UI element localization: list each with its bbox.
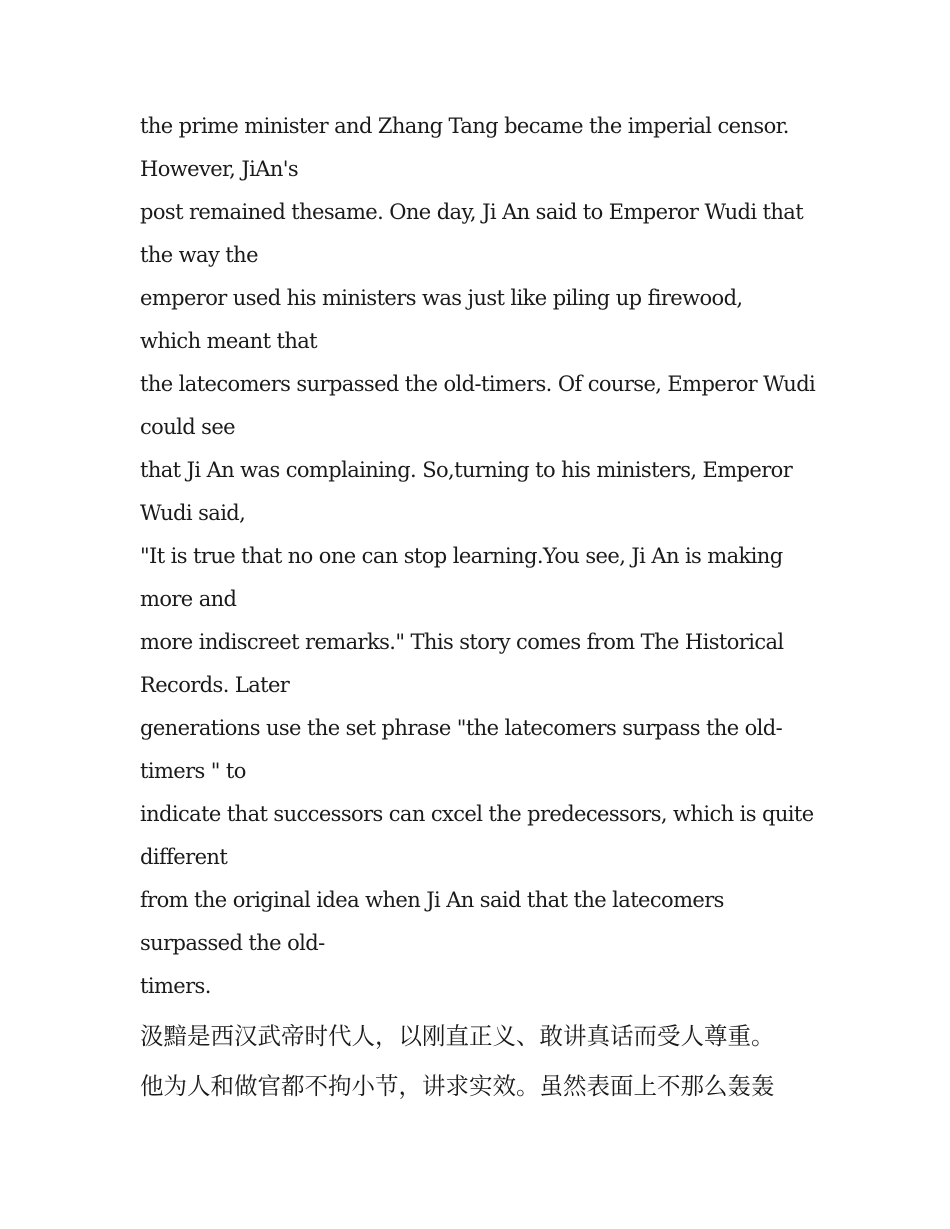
text-line: the prime minister and Zhang Tang became the imperial censor.: [140, 114, 789, 138]
text-line: more indiscreet remarks." This story comes from The Historical: [140, 630, 784, 654]
text-line: different: [140, 845, 228, 869]
text-line: more and: [140, 587, 237, 611]
text-line: 汲黯是西汉武帝时代人，以刚直正义、敢讲真话而受人尊重。: [140, 1022, 775, 1050]
chinese-paragraph: [140, 1011, 830, 1111]
text-line: emperor used his ministers was just like piling up firewood,: [140, 286, 743, 310]
text-line: Records. Later: [140, 673, 290, 697]
text-line: timers.: [140, 974, 211, 998]
text-line: from the original idea when Ji An said that the latecomers: [140, 888, 724, 912]
document-page: [140, 105, 830, 1111]
text-line: could see: [140, 415, 235, 439]
text-line: However, JiAn's: [140, 157, 299, 181]
text-line: indicate that successors can cxcel the predecessors, which is quite: [140, 802, 814, 826]
text-line: "It is true that no one can stop learning.You see, Ji An is making: [140, 544, 783, 568]
text-line: the way the: [140, 243, 258, 267]
text-line: the latecomers surpassed the old-timers. Of course, Emperor Wudi: [140, 372, 816, 396]
text-line: post remained thesame. One day, Ji An said to Emperor Wudi that: [140, 200, 804, 224]
text-line: Wudi said,: [140, 501, 246, 525]
text-line: surpassed the old-: [140, 931, 325, 955]
text-line: which meant that: [140, 329, 318, 353]
text-line: timers " to: [140, 759, 246, 783]
text-line: generations use the set phrase "the latecomers surpass the old-: [140, 716, 783, 740]
text-line: 他为人和做官都不拘小节，讲求实效。虽然表面上不那么轰轰: [140, 1072, 775, 1100]
english-paragraph: [140, 105, 830, 1008]
text-line: that Ji An was complaining. So,turning to his ministers, Emperor: [140, 458, 793, 482]
